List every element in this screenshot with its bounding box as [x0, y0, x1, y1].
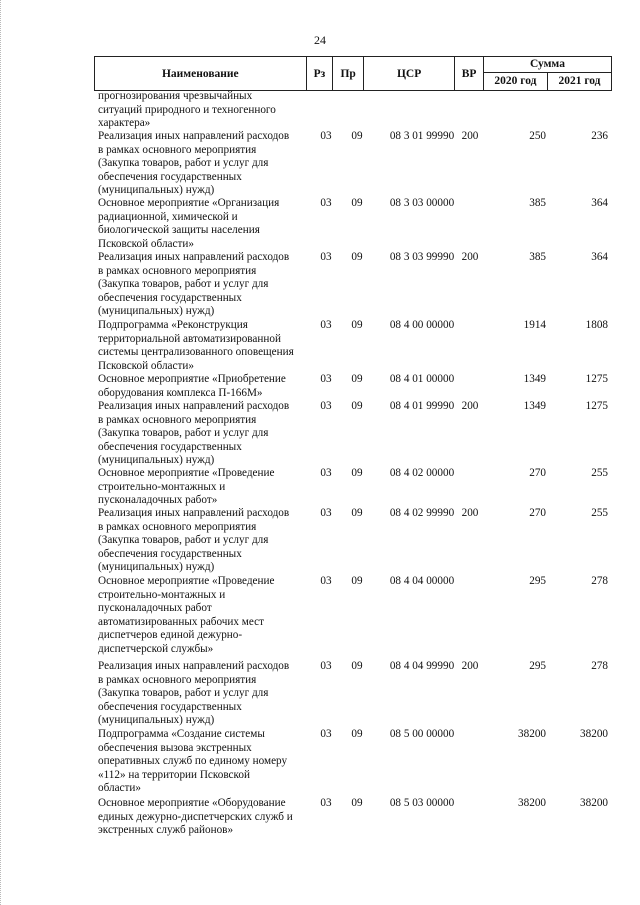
row-rz: 03: [320, 400, 332, 412]
row-rz: 03: [320, 130, 332, 142]
column-header-name: Наименование: [95, 57, 307, 91]
row-rz: 03: [320, 373, 332, 385]
row-csr: 08 4 00 00000: [389, 319, 455, 331]
column-header-vr: ВР: [455, 57, 484, 91]
row-csr: 08 5 03 00000: [389, 797, 455, 809]
row-csr: 08 4 04 99990: [389, 660, 455, 672]
row-rz: 03: [320, 251, 332, 263]
row-name: Основное мероприятие «Проведение строительно-монтажных и пусконаладочных работ»: [98, 467, 275, 507]
row-amount-2021: 364: [591, 251, 608, 263]
row-csr: 08 4 04 00000: [389, 575, 455, 587]
row-amount-2020: 250: [529, 130, 546, 142]
row-name: Основное мероприятие «Проведение строительно-монтажных и пусконаладочных работ автоматизированных рабочих мест диспетчеров единой дежурно- диспетчерской службы»: [98, 575, 275, 655]
row-pr: 09: [351, 197, 363, 209]
row-amount-2020: 1349: [523, 400, 546, 412]
row-amount-2021: 236: [591, 130, 608, 142]
row-name: Реализация иных направлений расходов в рамках основного мероприятия (Закупка товаров, работ и услуг для обеспечения государственных (муниципальных) нужд): [98, 507, 290, 574]
row-pr: 09: [351, 400, 363, 412]
row-amount-2020: 270: [529, 467, 546, 479]
row-pr: 09: [351, 373, 363, 385]
row-amount-2021: 1808: [585, 319, 608, 331]
row-rz: 03: [320, 728, 332, 740]
row-rz: 03: [320, 575, 332, 587]
row-name: Реализация иных направлений расходов в рамках основного мероприятия (Закупка товаров, работ и услуг для обеспечения государственных (муниципальных) нужд): [98, 400, 290, 467]
row-csr: 08 3 01 99990: [389, 130, 455, 142]
row-amount-2020: 385: [529, 197, 546, 209]
column-header-sum: Сумма: [483, 57, 611, 73]
row-pr: 09: [351, 251, 363, 263]
table-header: [94, 56, 612, 91]
row-pr: 09: [351, 797, 363, 809]
row-rz: 03: [320, 507, 332, 519]
column-header-csr: ЦСР: [363, 57, 454, 91]
row-vr: 200: [461, 660, 479, 672]
row-name: Реализация иных направлений расходов в рамках основного мероприятия (Закупка товаров, работ и услуг для обеспечения государственных (муниципальных) нужд): [98, 660, 290, 727]
row-name: Подпрограмма «Реконструкция территориальной автоматизированной системы централизованного оповещения Псковской области»: [98, 319, 294, 372]
row-amount-2021: 364: [591, 197, 608, 209]
row-pr: 09: [351, 319, 363, 331]
row-name: Основное мероприятие «Оборудование единых дежурно-диспетчерских служб и экстренных служб районов»: [98, 797, 293, 837]
row-rz: 03: [320, 467, 332, 479]
row-amount-2020: 38200: [518, 797, 546, 809]
row-name: Подпрограмма «Создание системы обеспечения вызова экстренных оперативных служб по единому номеру «112» на территории Псковской области»: [98, 728, 288, 795]
row-vr: 200: [461, 130, 479, 142]
row-amount-2020: 1349: [523, 373, 546, 385]
row-name: Реализация иных направлений расходов в рамках основного мероприятия (Закупка товаров, работ и услуг для обеспечения государственных (муниципальных) нужд): [98, 130, 290, 197]
row-pr: 09: [351, 467, 363, 479]
row-amount-2021: 38200: [580, 728, 608, 740]
row-amount-2020: 1914: [523, 319, 546, 331]
column-header-2021: 2021 год: [547, 72, 611, 90]
row-name: Реализация иных направлений расходов в рамках основного мероприятия (Закупка товаров, работ и услуг для обеспечения государственных (муниципальных) нужд): [98, 251, 290, 318]
column-header-pr: Пр: [333, 57, 364, 91]
row-csr: 08 3 03 99990: [389, 251, 455, 263]
row-pr: 09: [351, 507, 363, 519]
row-pr: 09: [351, 728, 363, 740]
column-header-2020: 2020 год: [483, 72, 547, 90]
row-amount-2020: 295: [529, 575, 546, 587]
row-vr: 200: [461, 400, 479, 412]
row-amount-2021: 1275: [585, 400, 608, 412]
row-csr: 08 4 02 00000: [389, 467, 455, 479]
row-amount-2020: 295: [529, 660, 546, 672]
row-amount-2020: 270: [529, 507, 546, 519]
row-pr: 09: [351, 575, 363, 587]
row-amount-2021: 255: [591, 467, 608, 479]
row-name: прогнозирования чрезвычайных ситуаций природного и техногенного характера»: [98, 90, 276, 130]
row-name: Основное мероприятие «Организация радиационной, химической и биологической защиты населения Псковской области»: [98, 197, 280, 250]
row-amount-2021: 278: [591, 575, 608, 587]
row-vr: 200: [461, 251, 479, 263]
row-csr: 08 3 03 00000: [389, 197, 455, 209]
column-header-rz: Рз: [306, 57, 333, 91]
row-csr: 08 4 01 00000: [389, 373, 455, 385]
row-amount-2020: 385: [529, 251, 546, 263]
row-csr: 08 4 02 99990: [389, 507, 455, 519]
row-amount-2020: 38200: [518, 728, 546, 740]
row-amount-2021: 278: [591, 660, 608, 672]
row-rz: 03: [320, 319, 332, 331]
row-name: Основное мероприятие «Приобретение оборудования комплекса П-166М»: [98, 373, 286, 399]
row-amount-2021: 1275: [585, 373, 608, 385]
row-csr: 08 5 00 00000: [389, 728, 455, 740]
row-pr: 09: [351, 130, 363, 142]
row-vr: 200: [461, 507, 479, 519]
row-pr: 09: [351, 660, 363, 672]
page-number: 24: [314, 33, 326, 47]
row-rz: 03: [320, 660, 332, 672]
row-amount-2021: 255: [591, 507, 608, 519]
row-csr: 08 4 01 99990: [389, 400, 455, 412]
row-rz: 03: [320, 797, 332, 809]
row-rz: 03: [320, 197, 332, 209]
scan-edge-line: [0, 0, 2, 905]
row-amount-2021: 38200: [580, 797, 608, 809]
